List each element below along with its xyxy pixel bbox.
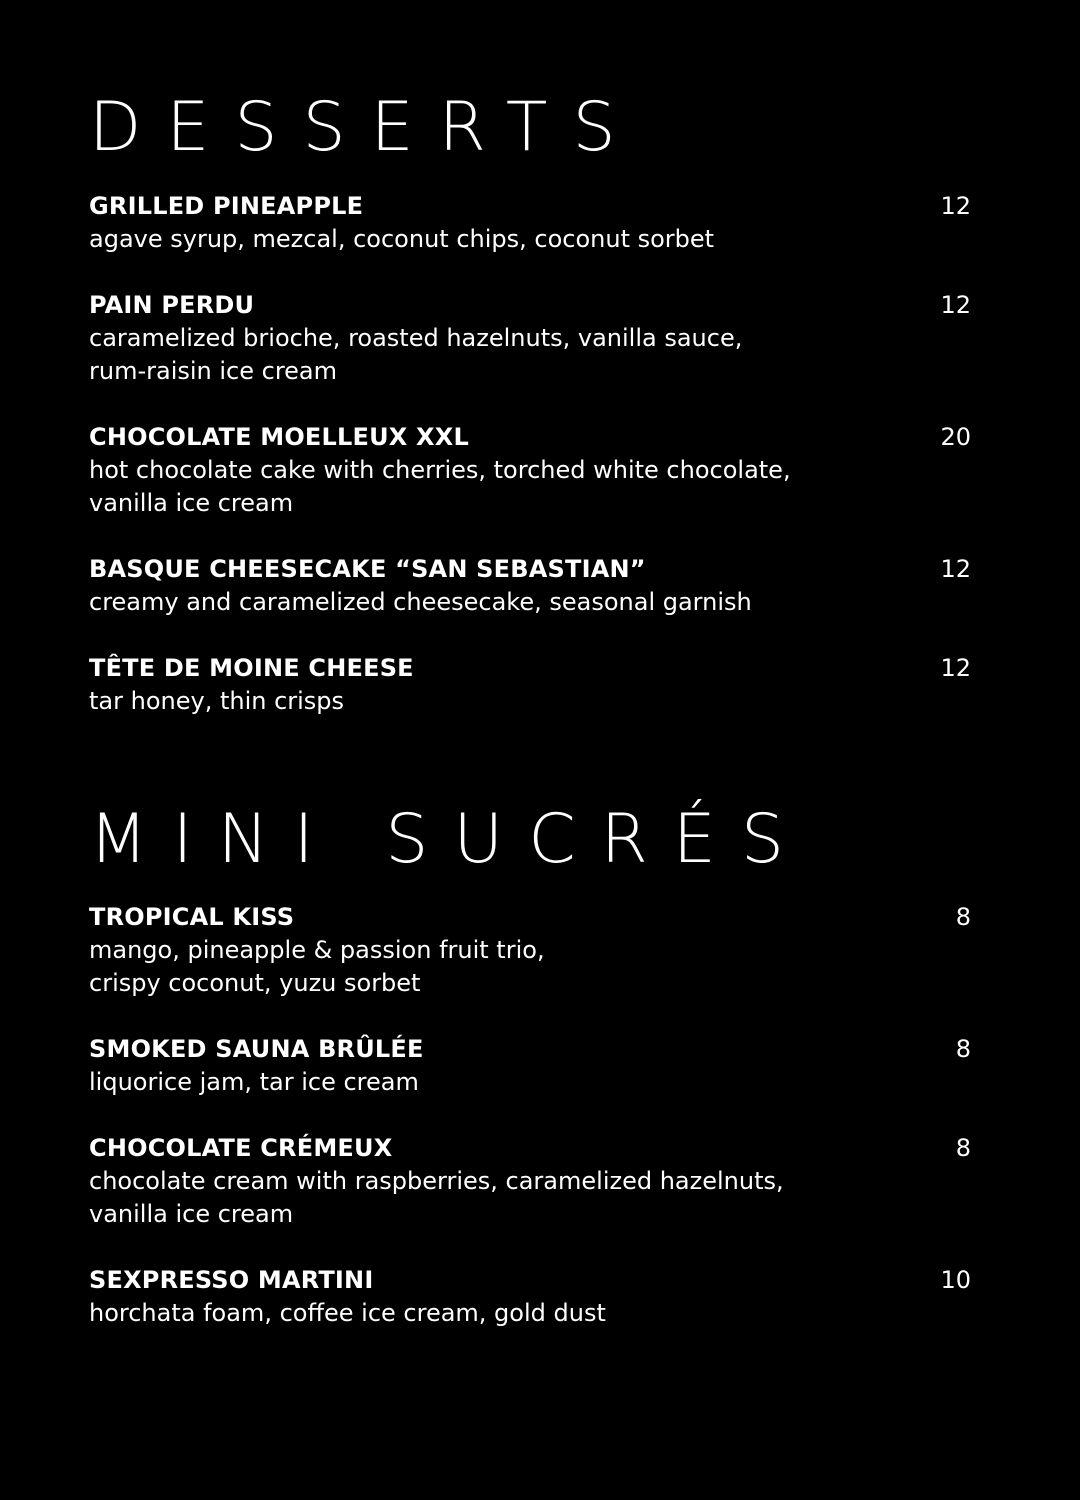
item-description: liquorice jam, tar ice cream	[89, 1068, 419, 1096]
item-price: 12	[940, 654, 971, 682]
menu-item-chocolate-cremeux	[89, 1132, 971, 1231]
item-price: 8	[955, 1134, 971, 1162]
item-name: GRILLED PINEAPPLE	[89, 192, 364, 220]
menu-item-basque-cheesecake	[89, 553, 971, 619]
menu-item-tropical-kiss	[89, 901, 971, 1000]
item-name: TÊTE DE MOINE CHEESE	[89, 654, 414, 682]
item-price: 20	[940, 423, 971, 451]
menu-item-sexpresso-martini	[89, 1264, 971, 1330]
item-name: TROPICAL KISS	[89, 903, 295, 931]
item-price: 8	[955, 903, 971, 931]
item-description: agave syrup, mezcal, coconut chips, coconut sorbet	[89, 225, 715, 253]
menu-item-chocolate-moelleux	[89, 421, 971, 520]
item-name: CHOCOLATE CRÉMEUX	[89, 1134, 393, 1162]
item-price: 10	[940, 1266, 971, 1294]
section-title-desserts: DESSERTS	[89, 88, 641, 167]
item-name: CHOCOLATE MOELLEUX XXL	[89, 423, 469, 451]
item-name: BASQUE CHEESECAKE “SAN SEBASTIAN”	[89, 555, 646, 583]
menu-item-pain-perdu	[89, 289, 971, 388]
item-description: creamy and caramelized cheesecake, seasonal garnish	[89, 588, 752, 616]
item-price: 12	[940, 192, 971, 220]
item-description: caramelized brioche, roasted hazelnuts, vanilla sauce, rum-raisin ice cream	[89, 324, 743, 385]
item-name: SEXPRESSO MARTINI	[89, 1266, 374, 1294]
item-name: SMOKED SAUNA BRÛLÉE	[89, 1035, 424, 1063]
item-description: horchata foam, coffee ice cream, gold dust	[89, 1299, 606, 1327]
menu-item-tete-de-moine	[89, 652, 971, 718]
item-name: PAIN PERDU	[89, 291, 255, 319]
item-description: hot chocolate cake with cherries, torched white chocolate, vanilla ice cream	[89, 456, 791, 517]
item-price: 12	[940, 555, 971, 583]
item-description: chocolate cream with raspberries, caramelized hazelnuts, vanilla ice cream	[89, 1167, 784, 1228]
menu-item-grilled-pineapple	[89, 190, 971, 256]
section-title-mini-sucres: MINI SUCRÉS	[89, 800, 810, 879]
item-price: 12	[940, 291, 971, 319]
item-description: tar honey, thin crisps	[89, 687, 345, 715]
item-price: 8	[955, 1035, 971, 1063]
menu-item-smoked-sauna-brulee	[89, 1033, 971, 1099]
item-description: mango, pineapple & passion fruit trio, crispy coconut, yuzu sorbet	[89, 936, 545, 997]
